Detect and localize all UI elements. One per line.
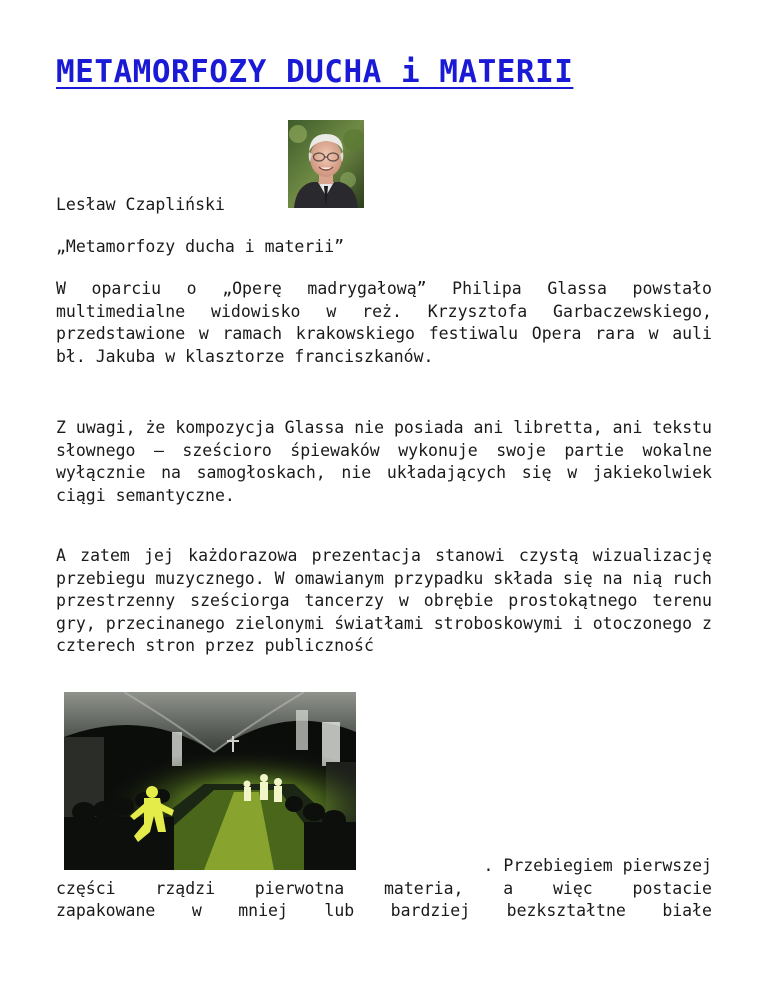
author-portrait-photo [288,120,364,208]
paragraph-4-line-1: . Przebiegiem pierwszej [483,856,712,875]
paragraph-1: W oparciu o „Operę madrygałową” Philipa Glassa powstało multimedialne widowisko w reż. Krzysztofa Garbaczewskiego, przedstawione w ramach krakowskiego festiwalu Opera rara w auli bł. Jakuba w klasztorze franciszkanów. [56,279,712,366]
portrait-photo-icon [288,120,364,208]
stage-performance-photo [64,692,356,870]
paragraph-4-line-3: zapakowane w mniej lub bardziej bezkształtne białe [56,901,712,920]
paragraph-3: A zatem jej każdorazowa prezentacja stanowi czystą wizualizację przebiegu muzycznego. W omawianym przypadku składa się na nią ruch przestrzenny sześciorga tancerzy w obrębie prostokątnego terenu gry, przecinanego zielonymi światłami stroboskowymi i otoczonego z czterech stron przez publiczność [56,546,712,655]
paragraph-4 [56,855,712,923]
paragraph-2: Z uwagi, że kompozycja Glassa nie posiada ani libretta, ani tekstu słownego – sześcioro śpiewaków wykonuje swoje partie wokalne wyłącznie na samogłoskach, nie układających się w jakiekolwiek ciągi semantyczne. [56,418,712,505]
paragraph-4-line-2: części rządzi pierwotna materia, a więc postacie [56,878,712,898]
article-subtitle: „Metamorfozy ducha i materii” [56,237,345,256]
author-name: Lesław Czapliński [56,195,225,214]
stage-performance-photo-icon [64,692,356,870]
article-title-link[interactable]: METAMORFOZY DUCHA i MATERII [56,54,574,90]
